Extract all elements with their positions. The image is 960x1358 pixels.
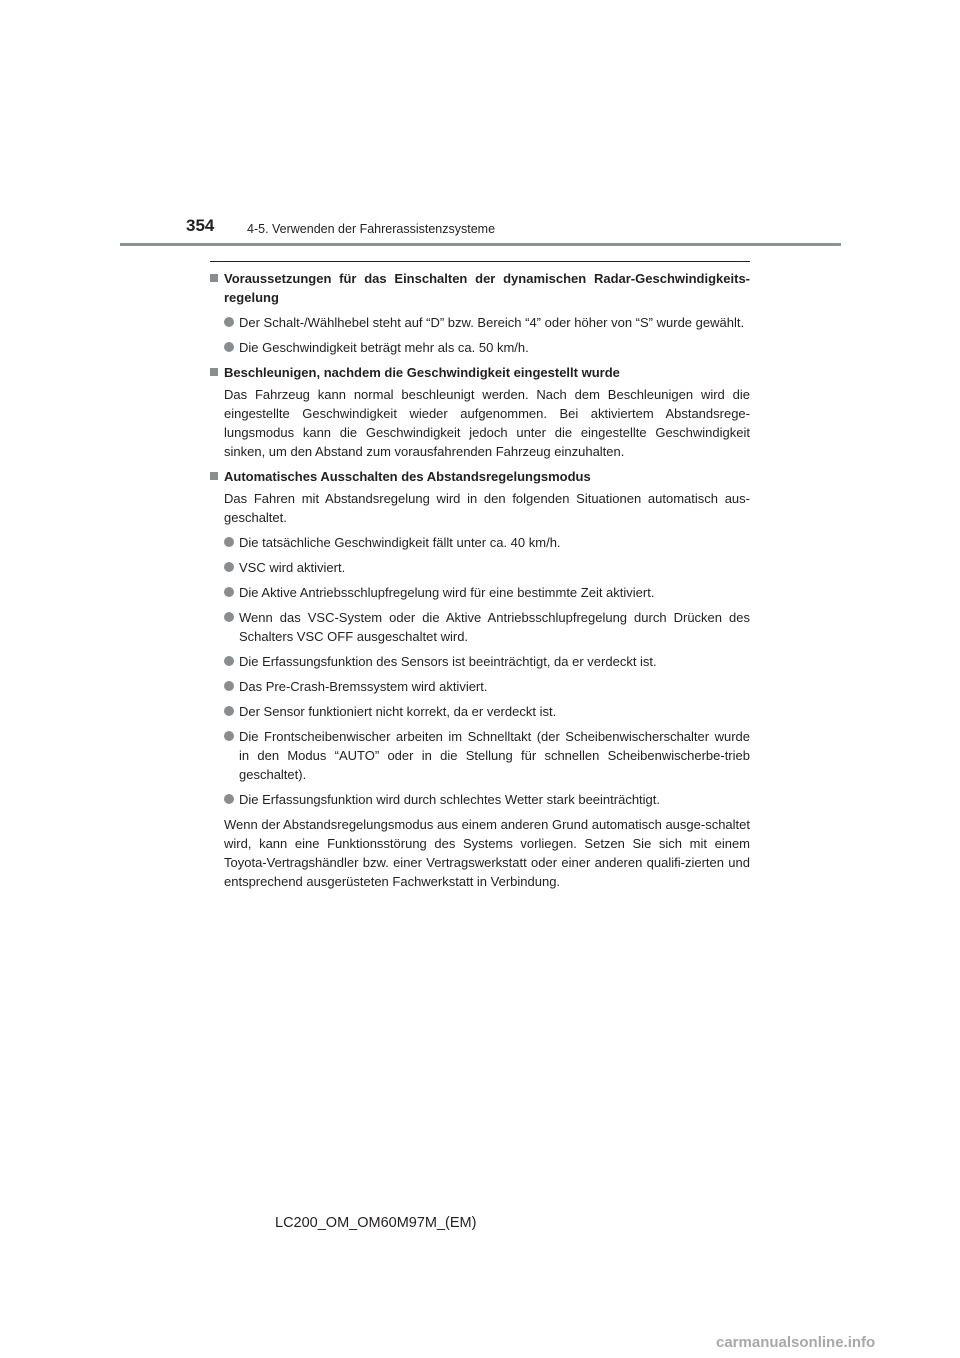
section-title: 4-5. Verwenden der Fahrerassistenzsysteme xyxy=(247,222,496,236)
content-rule xyxy=(210,261,750,262)
list-item xyxy=(210,702,750,721)
circle-bullet-icon xyxy=(224,731,234,741)
list-item-text: Der Sensor funktioniert nicht korrekt, da er verdeckt ist. xyxy=(239,704,557,719)
list-item xyxy=(210,558,750,577)
heading-text: Voraussetzungen für das Einschalten der dynamischen Radar-Geschwindigkeits-regelung xyxy=(224,271,750,305)
circle-bullet-icon xyxy=(224,587,234,597)
content-body xyxy=(210,266,750,891)
list-item-text: Die Geschwindigkeit beträgt mehr als ca. 50 km/h. xyxy=(239,340,529,355)
square-bullet-icon xyxy=(210,274,218,282)
heading-text: Beschleunigen, nachdem die Geschwindigkeit eingestellt wurde xyxy=(224,365,620,380)
watermark: carmanualsonline.info xyxy=(716,1334,876,1351)
heading-beschleunigen xyxy=(210,363,750,382)
page-number: 354 xyxy=(186,216,215,235)
list-item xyxy=(210,608,750,646)
square-bullet-icon xyxy=(210,368,218,376)
list-item xyxy=(210,533,750,552)
circle-bullet-icon xyxy=(224,681,234,691)
closing-paragraph: Wenn der Abstandsregelungsmodus aus einem anderen Grund automatisch ausge-schaltet wird, kann eine Funktionsstörung des Systems vorliegen. Setzen Sie sich mit einem Toyota-Vertragshändler bzw. einer Vertragswerkstatt oder einer anderen qualifi-zierten und entsprechend ausgerüsteten Fachwerkstatt in Verbindung. xyxy=(224,817,750,889)
heading-text: Automatisches Ausschalten des Abstandsregelungsmodus xyxy=(224,469,591,484)
paragraph: Das Fahren mit Abstandsregelung wird in den folgenden Situationen automatisch aus-geschaltet. xyxy=(224,491,750,525)
circle-bullet-icon xyxy=(224,656,234,666)
circle-bullet-icon xyxy=(224,562,234,572)
circle-bullet-icon xyxy=(224,612,234,622)
circle-bullet-icon xyxy=(224,317,234,327)
list-item-text: Der Schalt-/Wählhebel steht auf “D” bzw. Bereich “4” oder höher von “S” wurde gewählt. xyxy=(239,315,745,330)
circle-bullet-icon xyxy=(224,706,234,716)
list-item xyxy=(210,790,750,809)
list-item-text: Die tatsächliche Geschwindigkeit fällt unter ca. 40 km/h. xyxy=(239,535,561,550)
list-item-text: Die Aktive Antriebsschlupfregelung wird für eine bestimmte Zeit aktiviert. xyxy=(239,585,655,600)
circle-bullet-icon xyxy=(224,537,234,547)
list-item-text: Das Pre-Crash-Bremssystem wird aktiviert. xyxy=(239,679,488,694)
heading-automatisches-ausschalten xyxy=(210,467,750,486)
list-item xyxy=(210,338,750,357)
list-item-text: Die Erfassungsfunktion wird durch schlechtes Wetter stark beeinträchtigt. xyxy=(239,792,661,807)
paragraph: Das Fahrzeug kann normal beschleunigt werden. Nach dem Beschleunigen wird die eingestellte Geschwindigkeit wieder aufgenommen. Bei aktiviertem Abstandsrege-lungsmodus kann die Geschwindigkeit jedoch unter die eingestellte Geschwindigkeit sinken, um den Abstand zum vorausfahrenden Fahrzeug einzuhalten. xyxy=(224,387,750,459)
list-item xyxy=(210,583,750,602)
header-rule xyxy=(120,243,841,246)
list-item xyxy=(210,727,750,784)
list-item xyxy=(210,677,750,696)
footer-code: LC200_OM_OM60M97M_(EM) xyxy=(275,1215,477,1231)
list-item xyxy=(210,313,750,332)
list-item-text: VSC wird aktiviert. xyxy=(239,560,346,575)
circle-bullet-icon xyxy=(224,794,234,804)
list-item xyxy=(210,652,750,671)
list-item-text: Die Frontscheibenwischer arbeiten im Schnelltakt (der Scheibenwischerschalter wurde in den Modus “AUTO” oder in die Stellung für schnellen Scheibenwischerbe-trieb geschaltet). xyxy=(239,729,750,782)
circle-bullet-icon xyxy=(224,342,234,352)
list-item-text: Die Erfassungsfunktion des Sensors ist beeinträchtigt, da er verdeckt ist. xyxy=(239,654,657,669)
heading-voraussetzungen xyxy=(210,269,750,307)
list-item-text: Wenn das VSC-System oder die Aktive Antriebsschlupfregelung durch Drücken des Schalters VSC OFF ausgeschaltet wird. xyxy=(239,610,750,644)
square-bullet-icon xyxy=(210,472,218,480)
